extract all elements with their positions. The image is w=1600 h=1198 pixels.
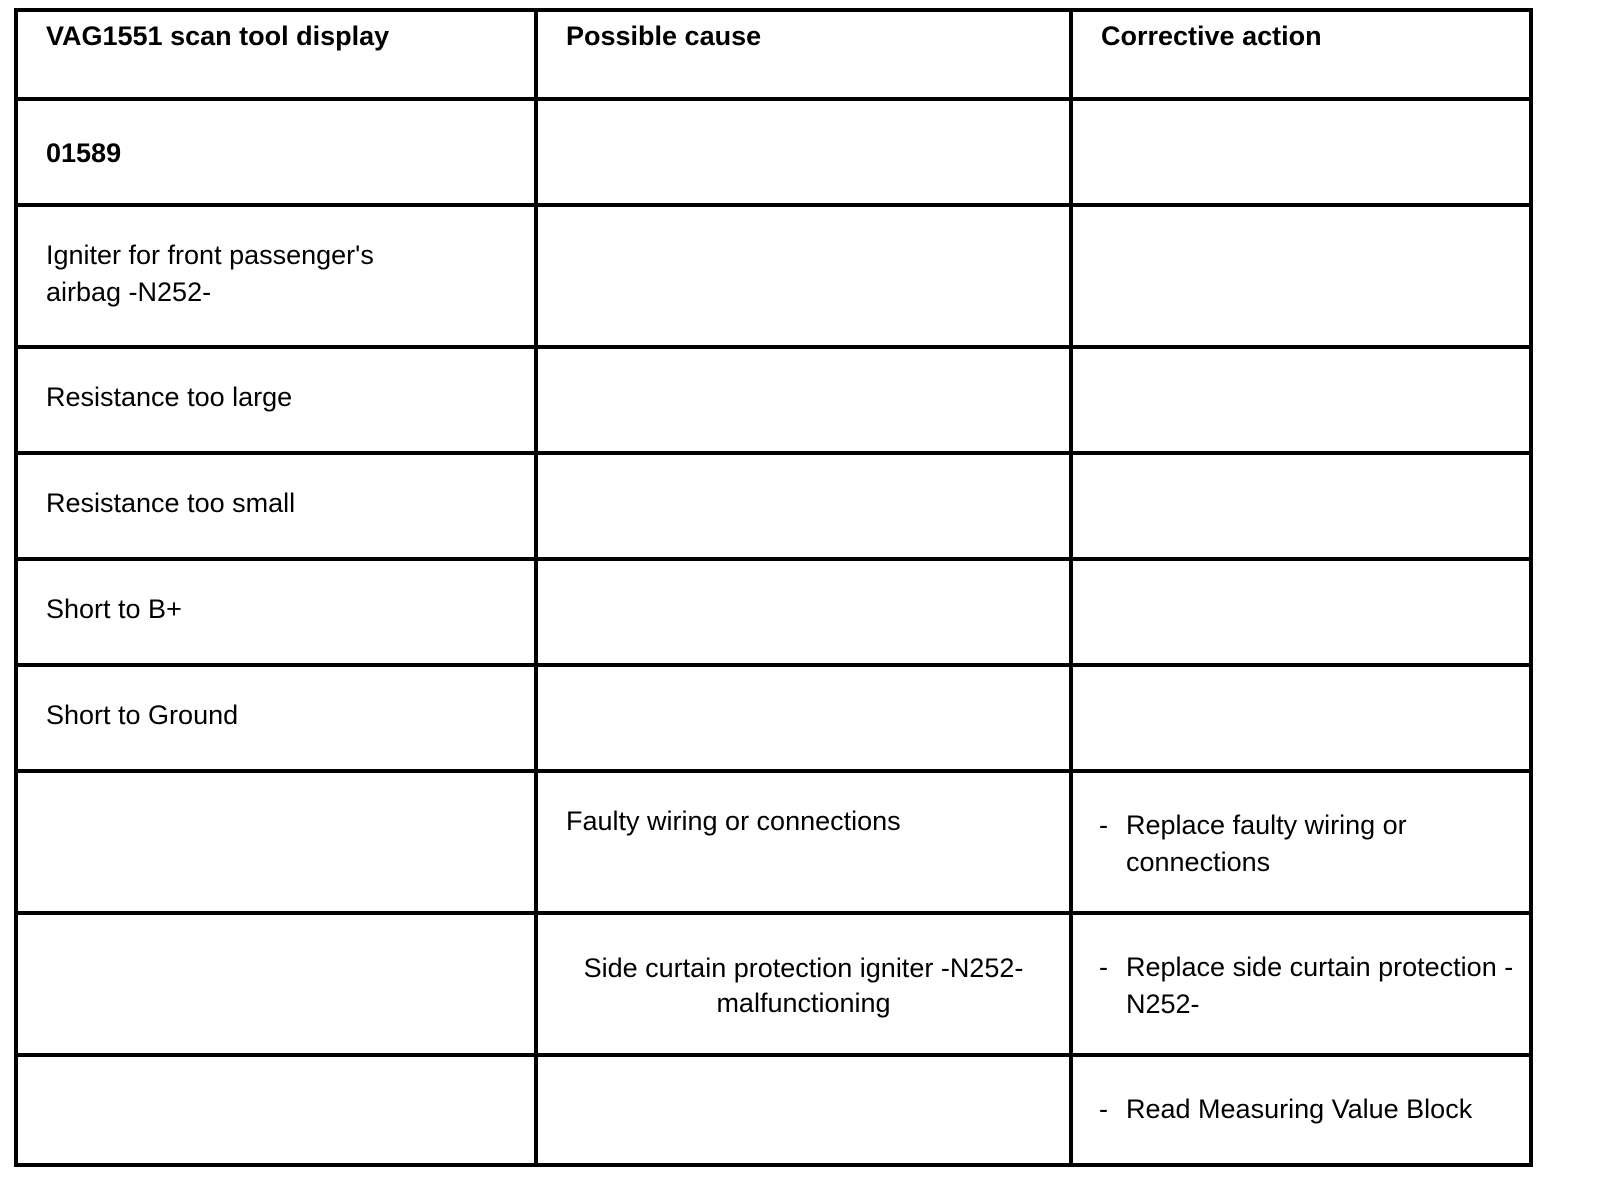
action-text: Read Measuring Value Block bbox=[1126, 1094, 1473, 1124]
display-cell bbox=[16, 1055, 536, 1165]
fault-type: Short to Ground bbox=[16, 665, 536, 771]
cause-cell bbox=[536, 1055, 1071, 1165]
table-row bbox=[16, 559, 1531, 665]
action-cell bbox=[1071, 665, 1531, 771]
action-item bbox=[1099, 949, 1517, 1023]
cause-cell: Side curtain protection igniter -N252- malfunctioning bbox=[536, 913, 1071, 1055]
action-cell bbox=[1071, 453, 1531, 559]
bullet-dash: - bbox=[1099, 952, 1108, 982]
cause-cell bbox=[536, 665, 1071, 771]
action-cell bbox=[1071, 771, 1531, 913]
table-row bbox=[16, 913, 1531, 1055]
action-item bbox=[1099, 807, 1517, 881]
display-cell bbox=[16, 913, 536, 1055]
table-row bbox=[16, 453, 1531, 559]
header-scan-tool-display: VAG1551 scan tool display bbox=[16, 10, 536, 99]
table-header-row bbox=[16, 10, 1531, 99]
bullet-dash: - bbox=[1099, 1094, 1108, 1124]
table-row bbox=[16, 665, 1531, 771]
table-row bbox=[16, 347, 1531, 453]
table-row bbox=[16, 205, 1531, 347]
cause-cell bbox=[536, 205, 1071, 347]
action-cell bbox=[1071, 347, 1531, 453]
fault-code: 01589 bbox=[16, 99, 536, 205]
component-name bbox=[16, 205, 536, 347]
table-row bbox=[16, 771, 1531, 913]
action-text: Replace faulty wiring or connections bbox=[1126, 810, 1407, 877]
action-item bbox=[1099, 1091, 1517, 1128]
display-cell bbox=[16, 771, 536, 913]
action-cell bbox=[1071, 99, 1531, 205]
cause-cell bbox=[536, 559, 1071, 665]
action-text: Replace side curtain protection -N252- bbox=[1126, 952, 1514, 1019]
action-cell bbox=[1071, 559, 1531, 665]
action-cell bbox=[1071, 205, 1531, 347]
bullet-dash: - bbox=[1099, 810, 1108, 840]
table-row bbox=[16, 99, 1531, 205]
header-corrective-action: Corrective action bbox=[1071, 10, 1531, 99]
header-possible-cause: Possible cause bbox=[536, 10, 1071, 99]
action-cell bbox=[1071, 913, 1531, 1055]
cause-cell bbox=[536, 453, 1071, 559]
table-row bbox=[16, 1055, 1531, 1165]
cause-cell: Faulty wiring or connections bbox=[536, 771, 1071, 913]
diagnostic-table bbox=[14, 8, 1533, 1167]
fault-type: Resistance too large bbox=[16, 347, 536, 453]
cause-cell bbox=[536, 347, 1071, 453]
component-name-text: Igniter for front passenger's airbag -N252- bbox=[46, 240, 374, 307]
action-cell bbox=[1071, 1055, 1531, 1165]
fault-type: Short to B+ bbox=[16, 559, 536, 665]
fault-type: Resistance too small bbox=[16, 453, 536, 559]
cause-cell bbox=[536, 99, 1071, 205]
